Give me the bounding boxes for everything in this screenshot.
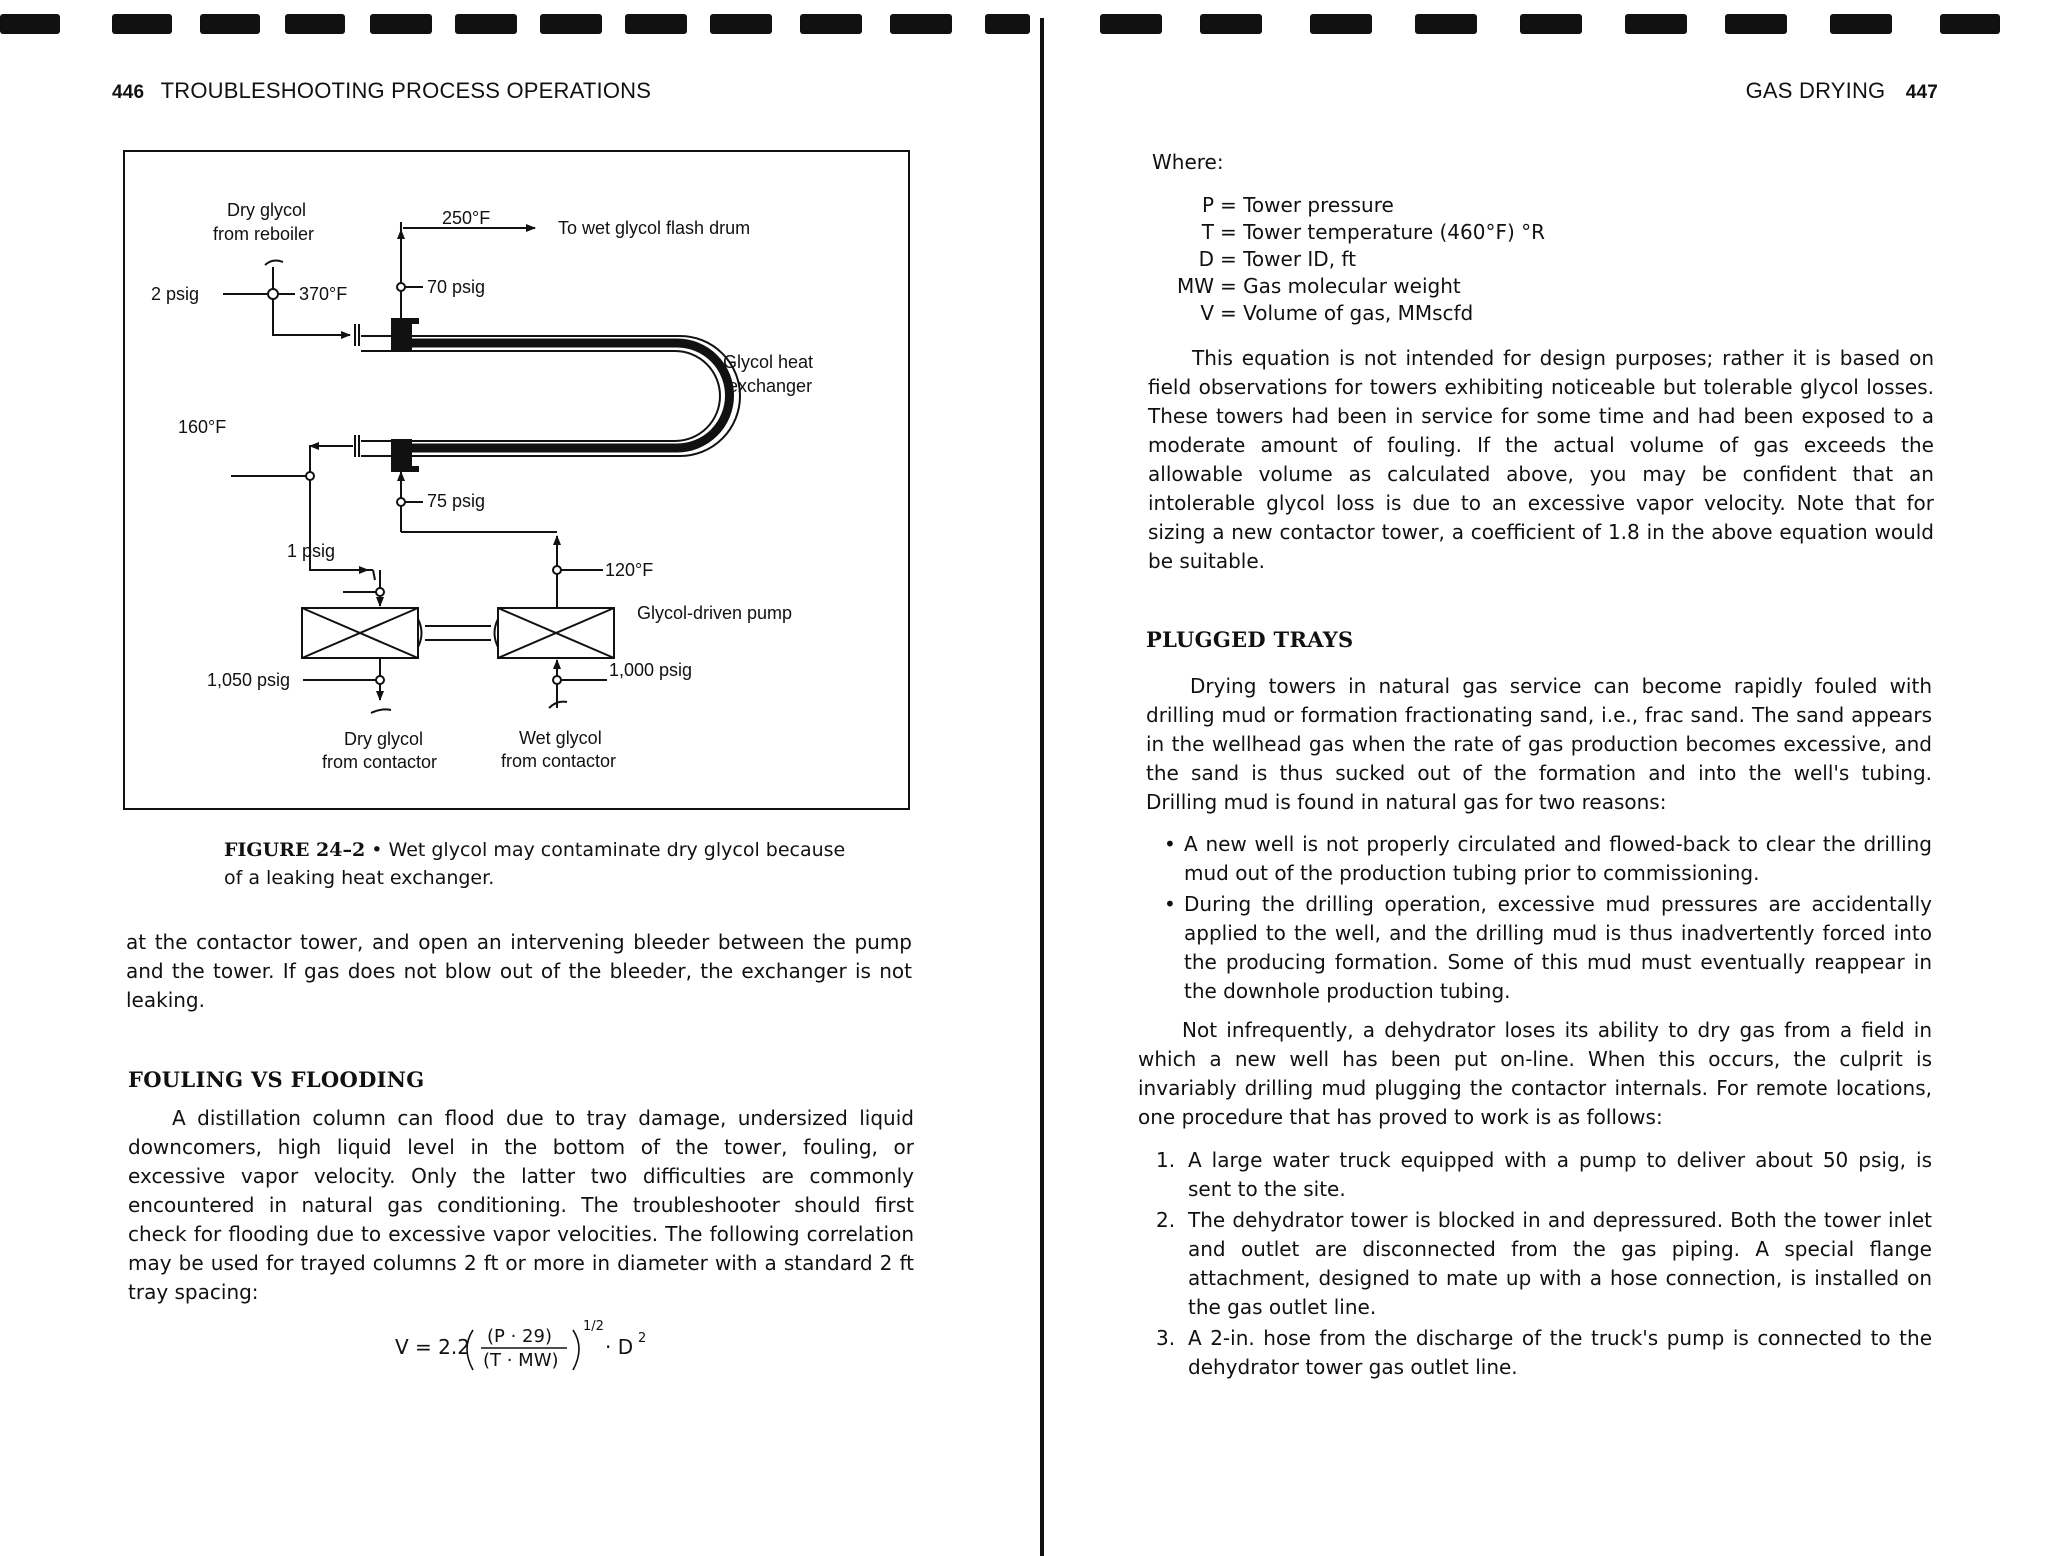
list-item: • A new well is not properly circulated and flowed-back to clear the drilling mud out of the production tubing prior to commissioning. bbox=[1146, 830, 1932, 888]
paragraph-dehydrator: Not infrequently, a dehydrator loses its ability to dry gas from a field in which a new well has been put on-line. When this occurs, the culprit is invariably drilling mud plugging the contactor internals. For remote locations, one procedure that has proved to work is as follows: bbox=[1138, 1018, 1932, 1129]
label-to-flash-drum: To wet glycol flash drum bbox=[558, 218, 751, 238]
label-from-reboiler: from reboiler bbox=[213, 224, 315, 244]
label-250f: 250°F bbox=[442, 208, 491, 228]
label-from-contactor-wet: from contactor bbox=[501, 751, 617, 771]
variable-definition: T = Tower temperature (460°F) °R bbox=[1201, 220, 1546, 244]
label-wet-glycol-contactor: Wet glycol bbox=[519, 728, 602, 748]
equation-exponent: 1/2 bbox=[583, 1319, 604, 1334]
figure-caption bbox=[224, 836, 864, 892]
variable-definition: P = Tower pressure bbox=[1201, 193, 1394, 217]
where-label: Where: bbox=[1152, 150, 1224, 174]
label-exchanger: exchanger bbox=[728, 376, 813, 396]
equation-tail: · D bbox=[605, 1335, 634, 1359]
label-1-psig: 1 psig bbox=[287, 541, 336, 561]
paragraph-plugged-trays: Drying towers in natural gas service can become rapidly fouled with drilling mud or formation fractionating sand, i.e., frac sand. The sand appears in the wellhead gas when the rate of gas production becomes excessive, and the sand is thus sucked out of the formation and into the well's tubing. Drilling mud is found in natural gas for two reasons: bbox=[1146, 674, 1932, 814]
chapter-title: GAS DRYING bbox=[1745, 78, 1886, 103]
label-dry-glycol-contactor: Dry glycol bbox=[344, 729, 424, 749]
variable-definitions bbox=[1140, 192, 1545, 327]
list-item: 2. The dehydrator tower is blocked in and depressured. Both the tower inlet and outlet are disconnected from the gas piping. A special flange attachment, designed to mate up with a hose connection, is installed on the gas outlet line. bbox=[1156, 1208, 1932, 1319]
paragraph-equation-note: This equation is not intended for design purposes; rather it is based on field observations for towers exhibiting noticeable but tolerable glycol losses. These towers had been in service for some time and had been exposed to a moderate amount of fouling. If the actual volume of gas exceeds the allowable volume as calculated above, you may be confident that an intolerable glycol loss is due to an excessive vapor velocity. Note that for sizing a new contactor tower, a coefficient of 1.8 in the above equation would be suitable. bbox=[1148, 346, 1934, 573]
label-1000-psig: 1,000 psig bbox=[609, 660, 693, 680]
chapter-title: TROUBLESHOOTING PROCESS OPERATIONS bbox=[160, 78, 652, 103]
equation-lhs: V = 2.2 bbox=[395, 1335, 470, 1359]
label-160f: 160°F bbox=[178, 417, 227, 437]
label-120f: 120°F bbox=[605, 560, 654, 580]
equation-numerator: (P · 29) bbox=[487, 1326, 552, 1347]
figure-glycol-exchanger bbox=[123, 150, 910, 810]
process-diagram bbox=[125, 152, 912, 812]
paragraph-continued: at the contactor tower, and open an intervening bleeder between the pump and the tower. If gas does not blow out of the bleeder, the exchanger is not leaking. bbox=[126, 930, 912, 1012]
procedure-steps bbox=[1146, 1146, 1932, 1384]
label-glycol-driven-pump: Glycol-driven pump bbox=[637, 603, 793, 623]
bullet-list bbox=[1146, 830, 1932, 1008]
list-item: 1. A large water truck equipped with a pump to deliver about 50 psig, is sent to the site. bbox=[1156, 1148, 1932, 1201]
label-370f: 370°F bbox=[299, 284, 348, 304]
paragraph-fouling: A distillation column can flood due to tray damage, undersized liquid downcomers, high liquid level in the bottom of the tower, fouling, or excessive vapor velocity. Only the latter two difficulties are commonly encountered in natural gas conditioning. The troubleshooter should first check for flooding due to excessive vapor velocities. The following correlation may be used for trayed columns 2 ft or more in diameter with a standard 2 ft tray spacing: bbox=[128, 1106, 914, 1304]
equation-denominator: (T · MW) bbox=[483, 1350, 559, 1371]
variable-definition: V = Volume of gas, MMscfd bbox=[1200, 301, 1474, 325]
heading-plugged-trays: PLUGGED TRAYS bbox=[1146, 627, 1354, 652]
running-head-left bbox=[112, 78, 651, 104]
heading-fouling-vs-flooding: FOULING VS FLOODING bbox=[128, 1067, 425, 1092]
label-70-psig: 70 psig bbox=[427, 277, 486, 297]
equation-tail-exponent: 2 bbox=[638, 1331, 647, 1346]
vapor-velocity-equation bbox=[395, 1316, 655, 1385]
variable-definition: D = Tower ID, ft bbox=[1198, 247, 1356, 271]
book-spine bbox=[1040, 18, 1044, 1556]
variable-definition: MW = Gas molecular weight bbox=[1176, 274, 1461, 298]
label-2-psig: 2 psig bbox=[151, 284, 200, 304]
label-1050-psig: 1,050 psig bbox=[207, 670, 291, 690]
list-item: • During the drilling operation, excessive mud pressures are accidentally applied to the well, and the drilling mud is thus inadvertently forced into the producing formation. Some of this mud must eventually reappear in the downhole production tubing. bbox=[1146, 890, 1932, 1006]
figure-caption-text: • Wet glycol may contaminate dry glycol because of a leaking heat exchanger. bbox=[224, 839, 846, 889]
label-glycol-heat: Glycol heat bbox=[723, 352, 814, 372]
page-number: 446 bbox=[112, 82, 145, 103]
label-75-psig: 75 psig bbox=[427, 491, 486, 511]
page-number: 447 bbox=[1905, 82, 1938, 103]
figure-number: FIGURE 24–2 bbox=[224, 839, 366, 861]
equation-figure bbox=[395, 1316, 655, 1380]
list-item: 3. A 2-in. hose from the discharge of the truck's pump is connected to the dehydrator tower gas outlet line. bbox=[1156, 1326, 1932, 1379]
label-from-contactor-dry: from contactor bbox=[322, 752, 438, 772]
label-dry-glycol-reboiler: Dry glycol bbox=[227, 200, 307, 220]
running-head-right bbox=[1746, 78, 1938, 104]
